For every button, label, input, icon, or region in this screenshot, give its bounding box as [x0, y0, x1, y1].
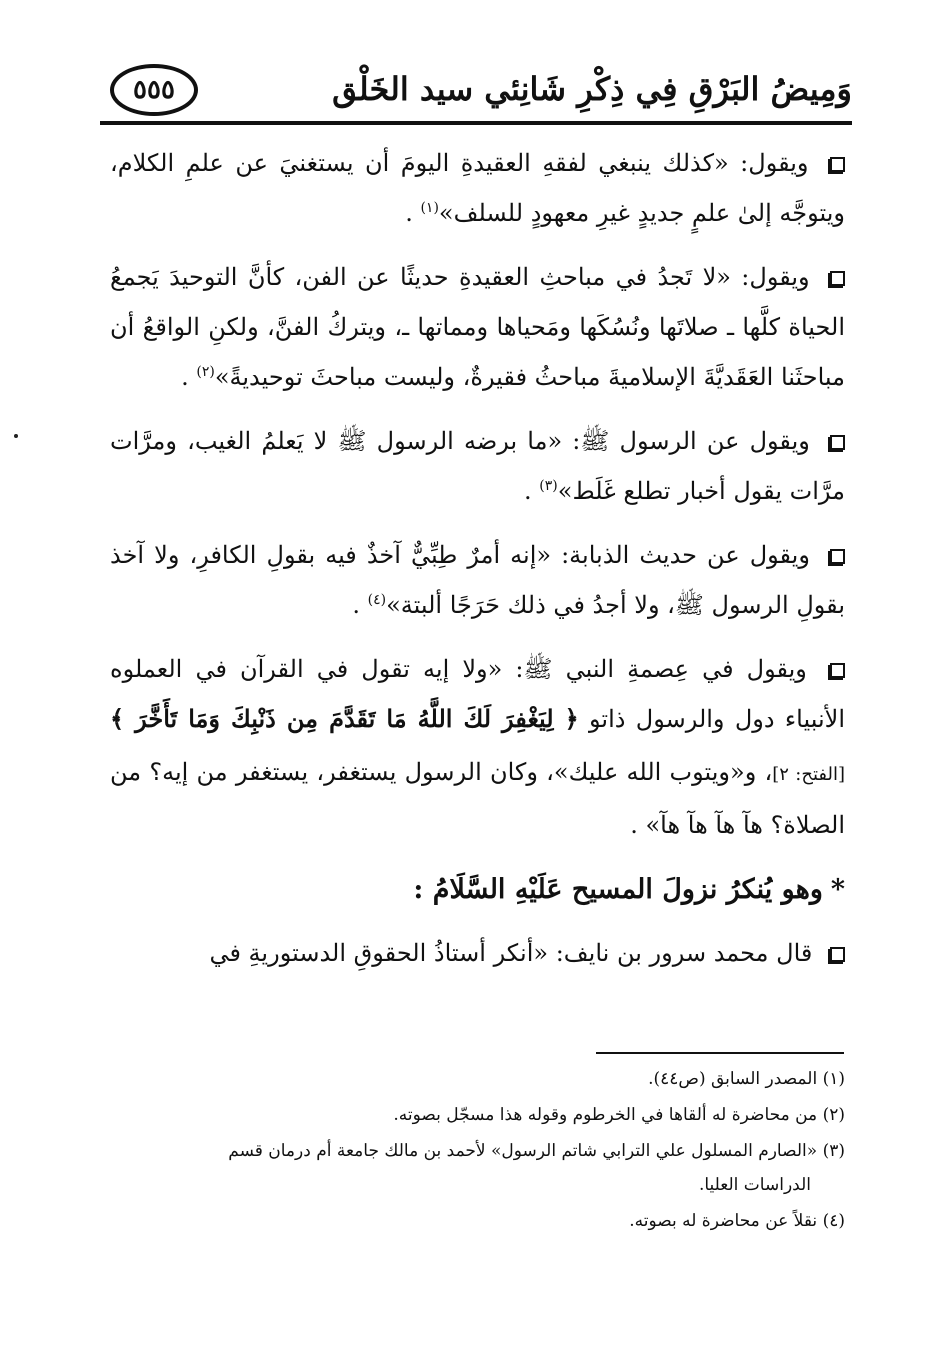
paragraph-tail: .: [352, 591, 368, 619]
section-heading-text: وهو يُنكرُ نزولَ المسيح عَلَيْهِ السَّلَامُ :: [413, 874, 823, 905]
footnote-text-continued: الدراسات العليا.: [698, 1175, 811, 1195]
footnote-number: (٢): [822, 1105, 845, 1125]
main-text: [110, 138, 845, 992]
footnote-text: «الصارم المسلول علي الترابي شاتم الرسول» لأحمد بن مالك جامعة أم درمان قسم: [228, 1141, 818, 1161]
square-bullet-icon: [830, 157, 845, 172]
paragraph: [110, 138, 845, 238]
footnote-number: (٣): [822, 1141, 845, 1161]
footnote-text: المصدر السابق (ص٤٤).: [648, 1069, 818, 1089]
paragraph-text: ويقول عن الرسول ﷺ: «ما برضه الرسول ﷺ لا يَعلمُ الغيب، ومرَّات مرَّات يقول أخبار تطلع غَلَط»: [110, 427, 845, 505]
paragraph-text: قال محمد سرور بن نايف: «أنكر أستاذُ الحقوقِ الدستوريةِ في: [209, 939, 813, 967]
page-number: ٥٥٥: [133, 75, 175, 105]
footnotes: [110, 1062, 845, 1240]
paragraph-text: ويقول: «لا تَجدُ في مباحثِ العقيدةِ حديثًا عن الفن، كأنَّ التوحيدَ يَجمعُ الحياة كلَّها ـ صلاتَها ونُسُكَها ومَحياها ومماتها ـ، ويتركُ الفنَّ، ولكنِ الواقعُ أن مباحثَنا العَقَديَّةَ الإسلاميةَ مباحثُ فقيرةٌ، وليست مباحثَ توحيديةً»: [110, 263, 845, 391]
square-bullet-icon: [830, 663, 845, 678]
footnote-rule: [596, 1052, 844, 1054]
section-heading: [110, 864, 845, 916]
paragraph-tail: .: [524, 477, 540, 505]
footnote-number: (١): [822, 1069, 845, 1089]
verse-citation: [الفتح: ٢]: [772, 764, 845, 785]
running-title: وَمِيضُ البَرْقِ فِي ذِكْرِ شَانِئي سيد الخَلْق: [332, 70, 852, 108]
footnote: [110, 1098, 845, 1132]
quran-verse: ﴿ لِيَغْفِرَ لَكَ اللَّهُ مَا تَقَدَّمَ مِن ذَنْبِكَ وَمَا تَأَخَّرَ ﴾: [110, 704, 579, 733]
header-rule: [100, 121, 852, 125]
paragraph: [110, 530, 845, 630]
paragraph-tail: .: [405, 199, 421, 227]
footnote-ref: (١): [420, 200, 439, 216]
paragraph-text: ، و«ويتوب الله عليك»، وكان الرسول يستغفر، يستغفر من إيه؟ من الصلاة؟ هآ هآ هآ هآ» .: [110, 758, 845, 839]
footnote: [110, 1204, 845, 1238]
square-bullet-icon: [830, 947, 845, 962]
square-bullet-icon: [830, 549, 845, 564]
paragraph-tail: .: [181, 363, 197, 391]
square-bullet-icon: [830, 271, 845, 286]
footnote-ref: (٣): [539, 478, 558, 494]
verse-paragraph: [110, 644, 845, 850]
square-bullet-icon: [830, 435, 845, 450]
paragraph-text: ويقول: «كذلك ينبغي لفقهِ العقيدةِ اليومَ أن يستغنيَ عن علمِ الكلام، ويتوجَّه إلىٰ علمٍ جديدٍ غيرِ معهودٍ للسلف»: [110, 149, 845, 227]
paragraph: [110, 252, 845, 402]
star-icon: *: [830, 874, 845, 905]
footnote: [110, 1062, 845, 1096]
footnote-ref: (٢): [196, 364, 215, 380]
footnote-text: نقلاً عن محاضرة له بصوته.: [629, 1211, 818, 1231]
paragraph: [110, 928, 845, 978]
paragraph: [110, 416, 845, 516]
paragraph-text: ويقول عن حديث الذبابة: «إنه أمرٌ طِبِّيٌّ آخذٌ فيه بقولِ الكافرِ، ولا آخذ بقولِ الرسول ﷺ، ولا أجدُ في ذلك حَرَجًا ألبتة»: [110, 541, 845, 619]
page-header: [100, 52, 852, 124]
paragraph-text: ويقول في عِصمةِ النبي ﷺ: «ولا إيه تقول في القرآن في العملوه الأنبياء دول والرسول ذاتو: [110, 655, 845, 733]
footnote-text: من محاضرة له ألقاها في الخرطوم وقوله هذا مسجّل بصوته.: [393, 1105, 818, 1125]
page-number-badge: [110, 64, 198, 116]
footnote-ref: (٤): [367, 592, 387, 608]
footnote-number: (٤): [822, 1211, 845, 1231]
footnote: [110, 1134, 845, 1202]
margin-dot: [14, 434, 18, 438]
